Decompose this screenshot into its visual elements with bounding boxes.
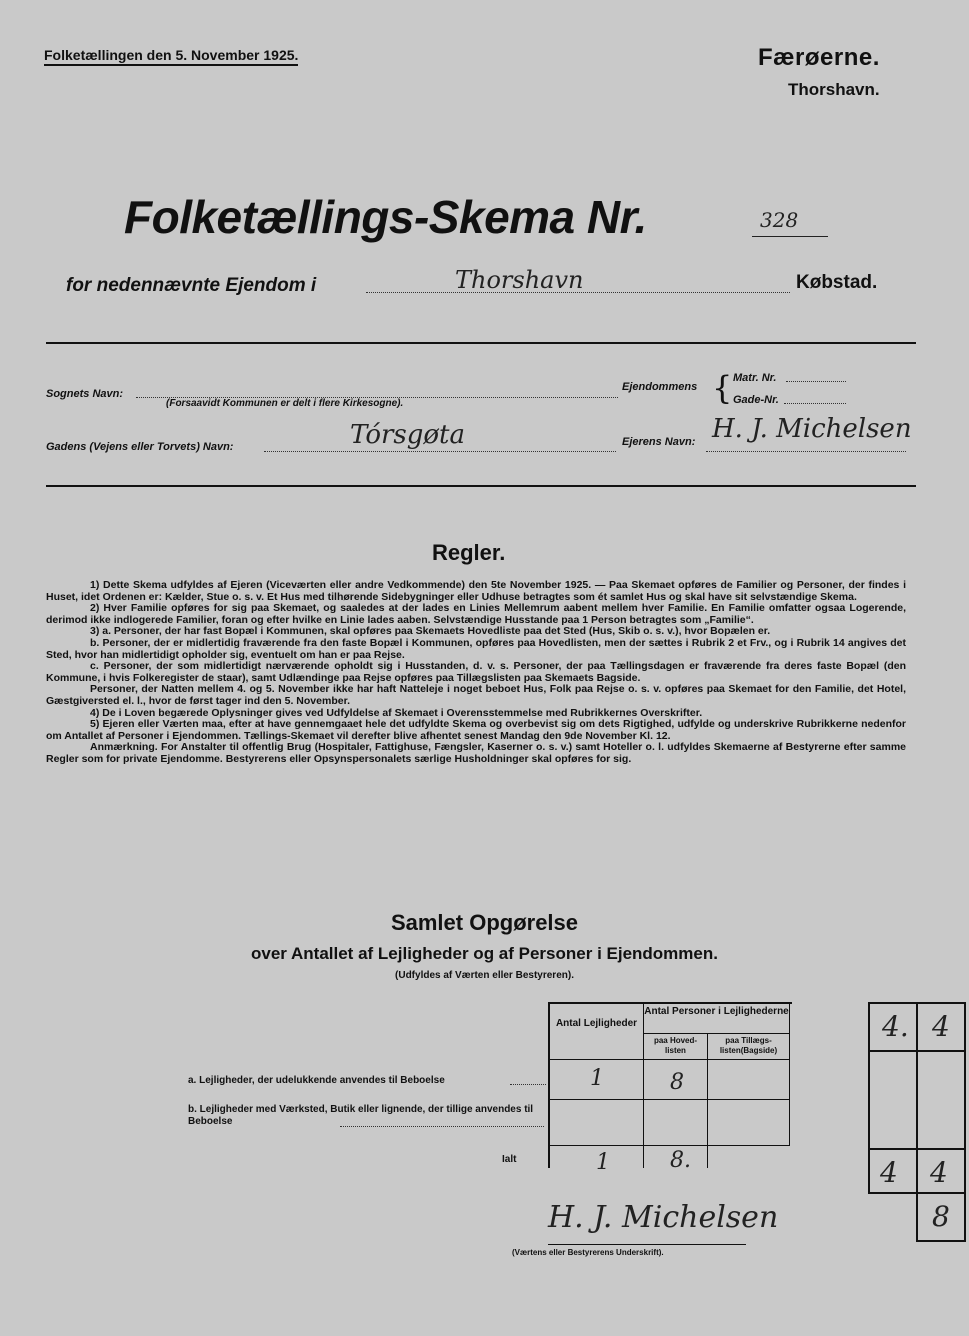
- owner-line: [706, 451, 906, 452]
- cell-b-extra: [708, 1100, 790, 1146]
- signature-label: (Værtens eller Bestyrerens Underskrift).: [512, 1248, 664, 1257]
- divider-top: [46, 342, 916, 344]
- owner-label: Ejerens Navn:: [622, 436, 696, 448]
- rule-paragraph: Personer, der Natten mellem 4. og 5. November ikke har haft Natteleje i noget beboet Hus, Folk paa Rejse o. s. v. opføres paa Skemaet for den Familie, det Hotel, Gæstgiversted el. l., hvor de først tager ind den 5. November.: [46, 683, 906, 707]
- gade-line: [784, 403, 846, 404]
- rules-heading: Regler.: [432, 540, 506, 565]
- matr-label: Matr. Nr.: [733, 372, 777, 384]
- signature-value: H. J. Michelsen: [548, 1200, 779, 1235]
- value-a-apartments: 1: [590, 1066, 604, 1091]
- street-line: [264, 451, 616, 452]
- rule-paragraph: 3) a. Personer, der har fast Bopæl i Kommunen, skal opføres paa Skemaets Hovedliste paa det Sted (Hus, Skib o. s. v.), hvor Bopælen er.: [90, 625, 771, 638]
- col-extra-header: paa Tillægs-listen(Bagside): [708, 1034, 790, 1060]
- cell-total-extra: [708, 1146, 790, 1168]
- brace-icon: {: [712, 369, 733, 407]
- property-suffix: Købstad.: [796, 272, 878, 293]
- side-top-left: 4.: [882, 1010, 909, 1043]
- rule-paragraph: b. Personer, der er midlertidig fraværende fra den faste Bopæl i Kommunen, opføres paa Hovedlisten, men der sættes i Rubrik 2 et Frv., og i Rubrik 14 angives det Sted, hvor han midlertidigt opholder sig, eventuelt om han er paa Rejse.: [46, 636, 906, 661]
- total-label: Ialt: [502, 1154, 517, 1165]
- street-label: Gadens (Vejens eller Torvets) Navn:: [46, 441, 234, 453]
- rule-paragraph: 1) Dette Skema udfyldes af Ejeren (Viceværten eller andre Vedkommende) den 5te November 1925. — Paa Skemaet opføres de Familier og Personer, der findes i Huset, idet Ordenen er: Kælder, Stue o. s. v. Et Hus med tilhørende Sidebygninger eller Udhuse betragtes som ét samlet Hus og skal have sit selvstændige Skema.: [46, 579, 906, 603]
- property-town-line: [366, 292, 790, 293]
- estate-label: Ejendommens: [622, 381, 698, 393]
- side-cell: [916, 1050, 966, 1150]
- rules-text: [46, 580, 906, 766]
- town-header: Thorshavn.: [788, 80, 880, 99]
- gade-label: Gade-Nr.: [733, 394, 779, 406]
- row-a-line: [510, 1084, 546, 1085]
- rule-paragraph: 4) De i Loven begærede Oplysninger gives ved Udfyldelse af Skemaet i Overensstemmelse med Rubrikkernes Overskrifter.: [90, 706, 703, 719]
- rule-paragraph: 5) Ejeren eller Værten maa, efter at have gennemgaaet hele det udfyldte Skema og overbevist sig om dets Rigtighed, udfylde og underskrive Rubrikkerne nedenfor om Antallet af Personer i Ejendommen. Tællings-Skemaet vil derefter blive afhentet senest Mandag den 9de November Kl. 12.: [46, 718, 906, 742]
- value-total-apartments: 1: [596, 1150, 610, 1175]
- value-total-main: 8.: [670, 1148, 691, 1173]
- property-label: for nedennævnte Ejendom i: [66, 275, 317, 296]
- owner-value: H. J. Michelsen: [712, 414, 912, 444]
- summary-subtitle: over Antallet af Lejligheder og af Personer i Ejendommen.: [251, 944, 718, 963]
- row-a-label: a. Lejligheder, der udelukkende anvendes til Beboelse: [188, 1075, 445, 1086]
- side-tally-box: [868, 1002, 966, 1242]
- property-town-value: Thorshavn: [455, 266, 584, 294]
- side-bottom: 8: [932, 1200, 950, 1233]
- col-apartments-header: Antal Lejligheder: [550, 1004, 644, 1060]
- matr-line: [786, 381, 846, 382]
- cell-a-extra: [708, 1060, 790, 1100]
- street-value: Tórsgøta: [350, 420, 465, 450]
- row-b-label: b. Lejligheder med Værksted, Butik eller lignende, der tillige anvendes til Beboelse: [188, 1104, 534, 1127]
- cell-b-apartments: [550, 1100, 644, 1146]
- signature-line: [548, 1244, 746, 1245]
- side-mid-left: 4: [880, 1156, 898, 1189]
- census-date-header: Folketællingen den 5. November 1925.: [44, 47, 298, 66]
- form-title: Folketællings-Skema Nr.: [124, 191, 647, 243]
- region-header: Færøerne.: [758, 44, 880, 71]
- side-cell: [868, 1050, 918, 1150]
- summary-table: [548, 1002, 792, 1175]
- cell-b-main: [644, 1100, 708, 1146]
- side-mid-right: 4: [930, 1156, 948, 1189]
- form-number-line: [752, 236, 828, 237]
- row-b-line: [340, 1126, 544, 1127]
- form-number: 328: [760, 208, 799, 232]
- rule-paragraph: 2) Hver Familie opføres for sig paa Skemaet, og saaledes at der lades en Linies Mellemrum aabent mellem hver Familie. En Familie omfatter ogsaa Logerende, derimod ikke indlogerede Familier, foran og efter hvilke en Linie lades aaben. Selvstændige Husstande paa 1 Person betragtes som „Familie“.: [46, 602, 906, 626]
- rule-paragraph: c. Personer, der som midlertidigt nærværende opholdt sig i Husstanden, d. v. s. Personer, der paa Tællingsdagen er fraværende fra deres faste Bopæl (den Kommune, i hvis Folkeregister de staar), samt Udlændinge paa Rejse opføres paa Tillægslisten paa Skemaets Bagside.: [46, 660, 906, 684]
- summary-title: Samlet Opgørelse: [390, 910, 579, 935]
- summary-note: (Udfyldes af Værten eller Bestyreren).: [395, 970, 574, 981]
- parish-label: Sognets Navn:: [46, 388, 124, 400]
- parish-note: (Forsaavidt Kommunen er delt i flere Kirkesogne).: [166, 398, 404, 409]
- side-top-right: 4: [932, 1010, 950, 1043]
- divider-bottom: [46, 485, 916, 487]
- value-a-main: 8: [670, 1070, 684, 1095]
- col-persons-header: Antal Personer i Lejlighederne: [644, 1004, 790, 1034]
- col-main-header: paa Hoved-listen: [644, 1034, 708, 1060]
- rule-remark: Anmærkning. For Anstalter til offentlig Brug (Hospitaler, Fattighuse, Fængsler, Kaserner o. s. v.) samt Hoteller o. l. udfyldes Skemaerne af Bestyrerne efter samme Regler som for private Ejendomme. Bestyrerens eller Opsynspersonalets særlige Husholdninger skal opføres for sig.: [46, 741, 906, 765]
